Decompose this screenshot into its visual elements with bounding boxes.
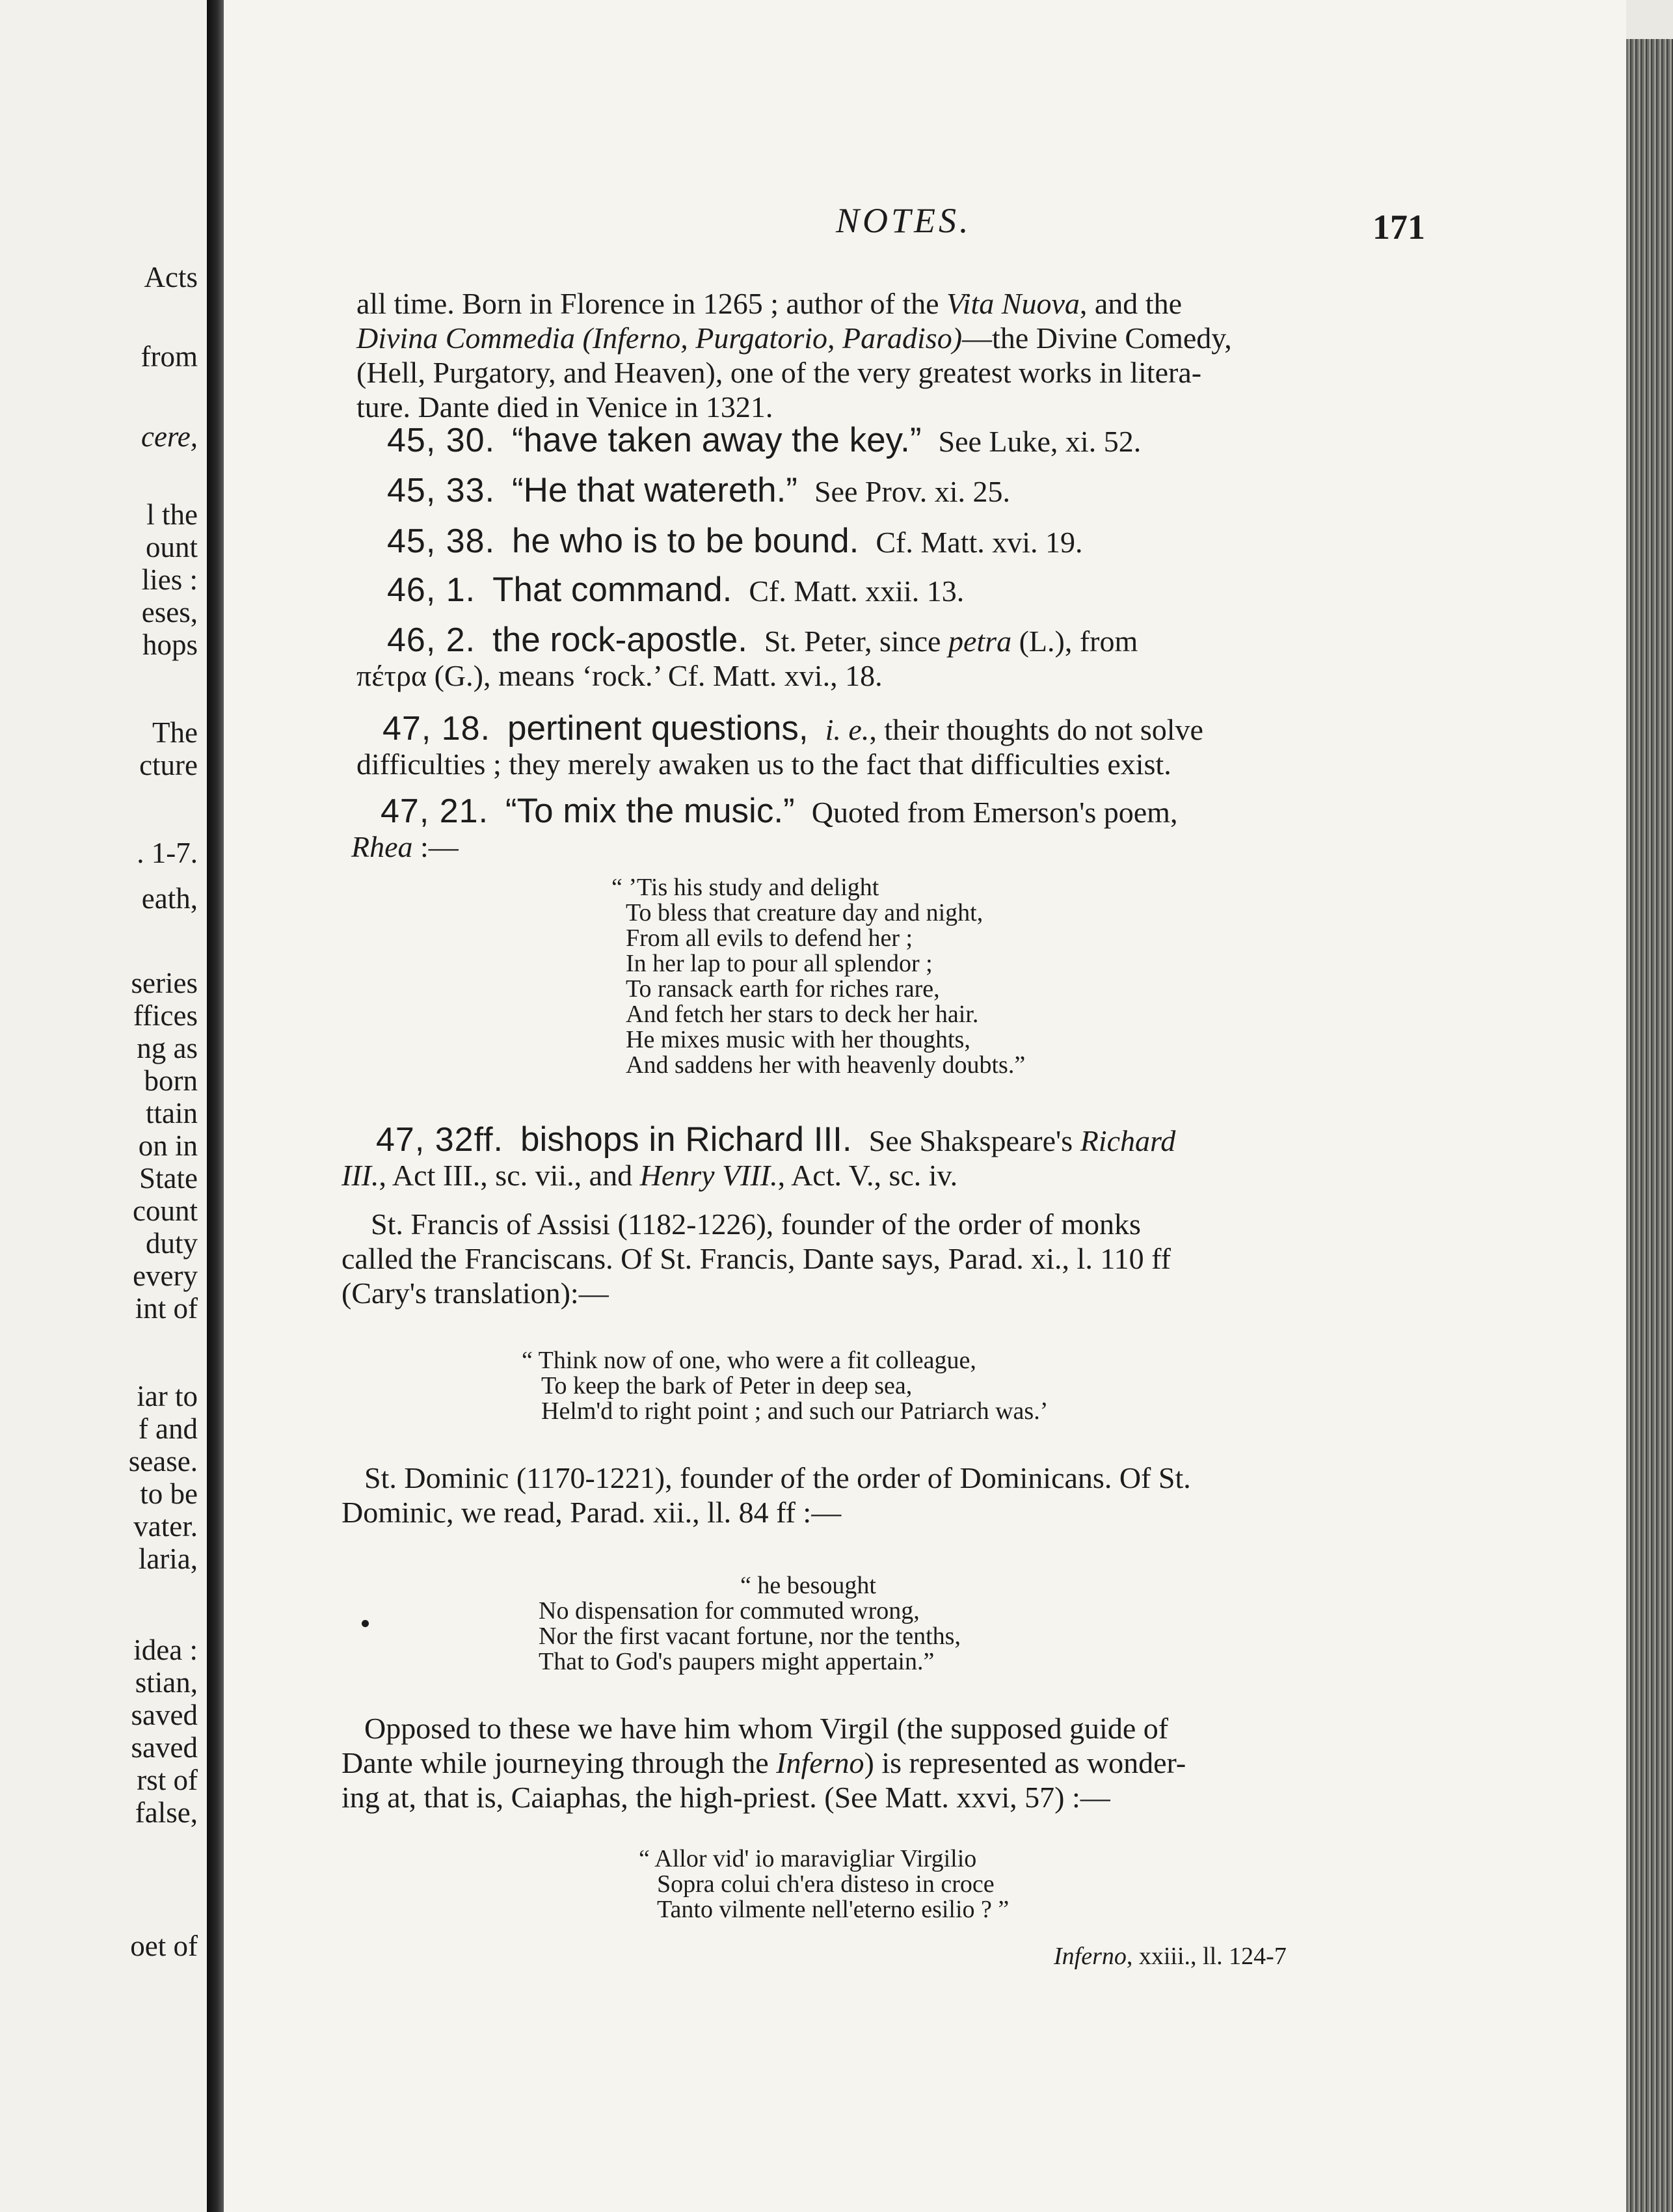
page-number: 171: [1372, 208, 1425, 247]
poem-dominic: [539, 1573, 961, 1675]
note-mix-music: 47, 21. “To mix the music.” Quoted from Emerson's poem, Rhea :—: [351, 792, 1178, 863]
paragraph-line: Opposed to these we have him whom Virgil (the supposed guide of: [364, 1712, 1169, 1745]
note-continuation: Rhea :—: [351, 830, 459, 863]
dominic-paragraph: [341, 1461, 1191, 1530]
left-page-text-fragment: saved: [131, 1699, 198, 1731]
note-lemma: he who is to be bound.: [512, 522, 859, 560]
book-gutter: [207, 0, 224, 2212]
page-edge-stack: [1626, 39, 1673, 2212]
left-page-text-fragment: hops: [142, 628, 198, 661]
left-page-text-fragment: . 1-7.: [137, 837, 198, 869]
poem-line: And saddens her with heavenly doubts.”: [626, 1051, 1026, 1079]
note-reference: 45, 38.: [387, 522, 496, 560]
poem-line: To bless that creature day and night,: [626, 899, 984, 926]
poem-line: He mixes music with her thoughts,: [626, 1026, 970, 1053]
left-page-text-fragment: laria,: [138, 1543, 198, 1575]
note-comment: Cf. Matt. xvi. 19.: [876, 526, 1083, 559]
note-reference: 47, 18.: [382, 710, 491, 748]
left-page-text-fragment: f and: [138, 1412, 198, 1445]
poem-line: To ransack earth for riches rare,: [626, 975, 940, 1003]
poem-line: “ Allor vid' io maravigliar Virgilio: [639, 1845, 977, 1872]
left-page-text-fragment: to be: [140, 1477, 198, 1510]
note-reference: 47, 21.: [381, 792, 489, 830]
poem-line: In her lap to pour all splendor ;: [626, 950, 933, 977]
note-lemma: the rock-apostle.: [492, 621, 747, 659]
intro-paragraph: [356, 286, 1232, 424]
left-page-text-fragment: idea :: [133, 1634, 198, 1666]
francis-paragraph: [341, 1207, 1171, 1310]
note-lemma: “He that watereth.”: [512, 471, 797, 509]
note-entry: [387, 573, 964, 608]
poem-line: Helm'd to right point ; and such our Patriarch was.’: [541, 1397, 1049, 1425]
paragraph-line: St. Dominic (1170-1221), founder of the order of Dominicans. Of St.: [364, 1461, 1191, 1494]
paragraph-line: St. Francis of Assisi (1182-1226), founder of the order of monks: [371, 1207, 1141, 1241]
stray-mark: [362, 1620, 369, 1627]
left-page-text-fragment: eses,: [141, 596, 198, 628]
note-reference: 45, 33.: [387, 472, 496, 509]
left-page-text-fragment: count: [133, 1194, 198, 1227]
left-page-text-fragment: saved: [131, 1731, 198, 1764]
note-rock-apostle: 46, 2. the rock-apostle. St. Peter, since petra (L.), from πέτρα (G.), means ‘rock.’ Cf. Matt. xvi., 18.: [356, 621, 1138, 692]
left-page-text-fragment: false,: [135, 1796, 198, 1829]
paragraph-line: called the Franciscans. Of St. Francis, Dante says, Parad. xi., l. 110 ff: [341, 1242, 1171, 1275]
left-page-text-fragment: series: [131, 967, 198, 999]
left-page-text-fragment: State: [139, 1162, 198, 1194]
note-entry: [387, 423, 1141, 459]
note-entry: [387, 524, 1083, 560]
paragraph-line: Dominic, we read, Parad. xii., ll. 84 ff :—: [341, 1496, 842, 1529]
note-bishops: 47, 32ff. bishops in Richard III. See Shakspeare's Richard III., Act III., sc. vii., and Henry VIII., Act. V., sc. iv.: [341, 1120, 1176, 1192]
note-reference: 45, 30.: [387, 422, 496, 459]
virgil-paragraph: [341, 1711, 1186, 1814]
left-page-text-fragment: int of: [135, 1292, 198, 1325]
poem-line: That to God's paupers might appertain.”: [539, 1648, 935, 1675]
poem-line: To keep the bark of Peter in deep sea,: [541, 1372, 913, 1399]
intro-line-1: all time. Born in Florence in 1265 ; author of the Vita Nuova, and the: [356, 287, 1183, 320]
paragraph-line: Dante while journeying through the Inferno) is represented as wonder-: [341, 1746, 1186, 1779]
left-page-text-fragment: ount: [145, 531, 198, 563]
left-page-text-fragment: sease.: [128, 1445, 198, 1477]
left-page-text-fragment: ttain: [146, 1097, 198, 1129]
left-page-text-fragment: vater.: [133, 1510, 198, 1543]
note-lemma: “have taken away the key.”: [512, 421, 922, 459]
note-continuation: difficulties ; they merely awaken us to the fact that difficulties exist.: [356, 748, 1171, 781]
note-continuation: III., Act III., sc. vii., and Henry VIII., Act. V., sc. iv.: [341, 1159, 958, 1192]
intro-line-3: (Hell, Purgatory, and Heaven), one of the very greatest works in litera-: [356, 356, 1202, 389]
citation: Inferno, xxiii., ll. 124-7: [1054, 1943, 1287, 1970]
left-page-text-fragment: from: [141, 340, 198, 373]
note-continuation: πέτρα (G.), means ‘rock.’ Cf. Matt. xvi., 18.: [356, 659, 883, 692]
left-page-text-fragment: born: [144, 1064, 198, 1097]
poem-line: No dispensation for commuted wrong,: [539, 1597, 920, 1625]
note-lemma: bishops in Richard III.: [520, 1120, 852, 1159]
poem-line: “ ’Tis his study and delight: [611, 874, 879, 901]
poem-line: Tanto vilmente nell'eterno esilio ? ”: [657, 1896, 1010, 1923]
intro-line-4: ture. Dante died in Venice in 1321.: [356, 390, 773, 424]
poem-line: “ Think now of one, who were a fit colleague,: [522, 1347, 976, 1374]
note-pertinent-questions: 47, 18. pertinent questions, i. e., their thoughts do not solve difficulties ; they merely awaken us to the fact that difficulties exist.: [356, 709, 1203, 781]
left-page-text-fragment: iar to: [137, 1380, 198, 1412]
left-page-text-fragment: stian,: [135, 1666, 198, 1699]
poem-line: Sopra colui ch'era disteso in croce: [657, 1870, 995, 1898]
note-comment: Cf. Matt. xxii. 13.: [749, 574, 965, 608]
left-page-text-fragment: duty: [145, 1227, 198, 1260]
left-page-text-fragment: eath,: [141, 882, 198, 915]
poem-line: And fetch her stars to deck her hair.: [626, 1001, 979, 1028]
left-page-text-fragment: The: [152, 716, 198, 749]
paragraph-line: ing at, that is, Caiaphas, the high-priest. (See Matt. xxvi, 57) :—: [341, 1781, 1110, 1814]
intro-line-2: Divina Commedia (Inferno, Purgatorio, Paradiso)—the Divine Comedy,: [356, 321, 1232, 355]
paragraph-line: (Cary's translation):—: [341, 1276, 609, 1310]
poem-line: “ he besought: [740, 1572, 876, 1599]
poem-line: Nor the first vacant fortune, nor the tenths,: [539, 1623, 961, 1650]
note-lemma: “To mix the music.”: [505, 792, 795, 830]
note-lemma: That command.: [492, 571, 732, 609]
left-page-text-fragment: on in: [138, 1129, 198, 1162]
left-page-text-fragment: ffices: [133, 999, 198, 1032]
note-entry: [387, 473, 1010, 509]
left-page-text-fragment: l the: [146, 498, 198, 531]
left-page-text-fragment: cture: [139, 749, 198, 781]
note-comment: See Luke, xi. 52.: [938, 425, 1142, 458]
left-facing-page: [0, 0, 207, 2212]
poem-francis: [522, 1347, 1049, 1425]
left-page-text-fragment: rst of: [137, 1764, 198, 1796]
note-reference: 47, 32ff.: [376, 1121, 503, 1159]
left-page-text-fragment: cere,: [141, 420, 198, 453]
left-page-text-fragment: every: [133, 1260, 198, 1292]
note-lemma: pertinent questions,: [507, 709, 809, 748]
left-page-text-fragment: lies :: [141, 563, 198, 596]
left-page-text-fragment: oet of: [130, 1930, 198, 1962]
note-comment: See Prov. xi. 25.: [814, 475, 1011, 508]
poem-rhea: [611, 874, 1026, 1079]
poem-line: From all evils to defend her ;: [626, 924, 913, 952]
note-reference: 46, 1.: [387, 571, 476, 609]
poem-italian: [639, 1845, 1010, 1923]
left-page-text-fragment: Acts: [144, 261, 198, 293]
note-reference: 46, 2.: [387, 621, 476, 659]
running-head: NOTES.: [836, 201, 972, 240]
left-page-text-fragment: ng as: [137, 1032, 198, 1064]
